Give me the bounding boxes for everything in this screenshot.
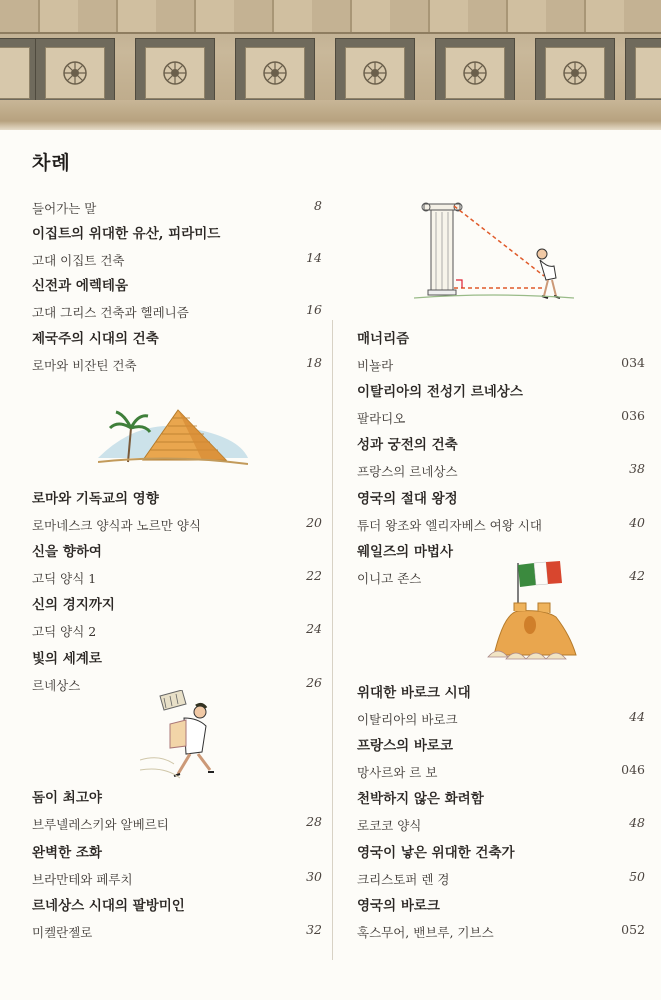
toc-entry-heading: 로마와 기독교의 영향 bbox=[32, 491, 159, 507]
sandcastle-flag-illustration bbox=[484, 555, 584, 665]
toc-entry[interactable] bbox=[32, 331, 322, 375]
toc-entry-subtitle: 고딕 양식 2 bbox=[32, 624, 97, 639]
rosette-icon bbox=[162, 60, 188, 86]
column-divider bbox=[332, 320, 333, 960]
toc-page-number: 44 bbox=[629, 709, 645, 724]
toc-entry-subtitle: 로마네스크 양식과 노르만 양식 bbox=[32, 518, 201, 533]
toc-page-number: 036 bbox=[621, 408, 645, 423]
toc-entry-heading: 돔이 최고야 bbox=[32, 790, 102, 806]
toc-entry-subtitle: 로코코 양식 bbox=[357, 818, 422, 833]
toc-entry-heading: 위대한 바로크 시대 bbox=[357, 685, 471, 701]
toc-entry-subtitle: 고대 이집트 건축 bbox=[32, 253, 125, 268]
toc-page-number: 046 bbox=[621, 762, 645, 777]
toc-page-number: 28 bbox=[306, 814, 322, 829]
rosette-icon bbox=[462, 60, 488, 86]
toc-page-number: 26 bbox=[306, 675, 322, 690]
toc-entry-subtitle: 이니고 존스 bbox=[357, 571, 422, 586]
frieze-panel bbox=[235, 38, 315, 108]
frieze-panel bbox=[0, 38, 40, 108]
rosette-icon bbox=[562, 60, 588, 86]
toc-page-number: 50 bbox=[629, 869, 645, 884]
toc-entry-heading: 매너리즘 bbox=[357, 331, 410, 347]
toc-page-number: 14 bbox=[306, 250, 322, 265]
toc-entry[interactable] bbox=[357, 791, 645, 835]
toc-entry-subtitle: 브라만테와 페루치 bbox=[32, 872, 133, 887]
toc-entry-subtitle: 혹스무어, 밴브루, 기브스 bbox=[357, 925, 494, 940]
toc-entry[interactable] bbox=[32, 651, 322, 695]
toc-page-number: 48 bbox=[629, 815, 645, 830]
toc-entry-subtitle: 망사르와 르 보 bbox=[357, 765, 438, 780]
toc-entry-subtitle: 고대 그리스 건축과 헬레니즘 bbox=[32, 305, 189, 320]
runner-with-temple-illustration bbox=[140, 690, 230, 782]
toc-entry-heading: 빛의 세계로 bbox=[32, 651, 102, 667]
toc-page-number: 38 bbox=[629, 461, 645, 476]
toc-entry-heading: 영국의 바로크 bbox=[357, 898, 440, 914]
toc-entry[interactable] bbox=[32, 597, 322, 641]
toc-entry[interactable] bbox=[357, 685, 645, 729]
toc-entry-subtitle: 르네상스 bbox=[32, 678, 81, 693]
frieze-panel bbox=[35, 38, 115, 108]
toc-entry-heading: 완벽한 조화 bbox=[32, 845, 102, 861]
toc-entry[interactable] bbox=[32, 790, 322, 834]
toc-entry-subtitle: 팔라디오 bbox=[357, 411, 406, 426]
rosette-icon bbox=[62, 60, 88, 86]
toc-entry-subtitle: 이탈리아의 바로크 bbox=[357, 712, 458, 727]
toc-page-number: 22 bbox=[306, 568, 322, 583]
toc-entry[interactable] bbox=[32, 898, 322, 942]
rosette-icon bbox=[262, 60, 288, 86]
toc-entry-subtitle: 브루넬레스키와 알베르티 bbox=[32, 817, 169, 832]
toc-entry[interactable] bbox=[32, 491, 322, 535]
toc-entry[interactable] bbox=[357, 331, 645, 375]
toc-entry-heading: 천박하지 않은 화려함 bbox=[357, 791, 484, 807]
toc-entry-heading: 이탈리아의 전성기 르네상스 bbox=[357, 384, 523, 400]
toc-page-number: 18 bbox=[306, 355, 322, 370]
column-surveyor-illustration bbox=[414, 196, 574, 304]
frieze-panel bbox=[435, 38, 515, 108]
toc-entry-subtitle: 프랑스의 르네상스 bbox=[357, 464, 458, 479]
toc-entry-subtitle: 고딕 양식 1 bbox=[32, 571, 97, 586]
frieze-panel bbox=[135, 38, 215, 108]
toc-page-number: 8 bbox=[314, 198, 322, 213]
frieze-base bbox=[0, 100, 661, 130]
stone-frieze-banner bbox=[0, 0, 661, 130]
toc-entry-subtitle: 미켈란젤로 bbox=[32, 925, 93, 940]
toc-page-number: 30 bbox=[306, 869, 322, 884]
pyramid-palm-illustration bbox=[98, 398, 248, 468]
frieze-panel bbox=[335, 38, 415, 108]
toc-entry-heading: 신을 향하여 bbox=[32, 544, 102, 560]
toc-page-number: 034 bbox=[621, 355, 645, 370]
toc-entry-subtitle: 크리스토퍼 렌 경 bbox=[357, 872, 450, 887]
toc-entry-heading: 웨일즈의 마법사 bbox=[357, 544, 453, 560]
toc-entry-heading: 영국의 절대 왕정 bbox=[357, 491, 458, 507]
toc-entry-subtitle: 로마와 비잔틴 건축 bbox=[32, 358, 137, 373]
toc-page-number: 42 bbox=[629, 568, 645, 583]
toc-entry-heading: 신의 경지까지 bbox=[32, 597, 115, 613]
frieze-ledge bbox=[0, 0, 661, 34]
toc-entry[interactable] bbox=[357, 491, 645, 535]
toc-entry-heading: 성과 궁전의 건축 bbox=[357, 437, 458, 453]
toc-entry[interactable] bbox=[32, 226, 322, 270]
toc-entry[interactable] bbox=[357, 738, 645, 782]
frieze-panel bbox=[535, 38, 615, 108]
toc-page-number: 052 bbox=[621, 922, 645, 937]
toc-page-number: 32 bbox=[306, 922, 322, 937]
toc-title: 차례 bbox=[32, 152, 71, 174]
toc-entry-title: 들어가는 말 bbox=[32, 201, 97, 216]
toc-entry[interactable] bbox=[357, 437, 645, 481]
toc-entry-heading: 영국이 낳은 위대한 건축가 bbox=[357, 845, 515, 861]
frieze-panel bbox=[625, 38, 661, 108]
toc-page-number: 40 bbox=[629, 515, 645, 530]
toc-page-number: 24 bbox=[306, 621, 322, 636]
toc-entry[interactable] bbox=[357, 845, 645, 889]
toc-entry-heading: 제국주의 시대의 건축 bbox=[32, 331, 159, 347]
toc-entry-heading: 이집트의 위대한 유산, 피라미드 bbox=[32, 226, 221, 242]
toc-entry-subtitle: 비뇰라 bbox=[357, 358, 394, 373]
toc-entry[interactable] bbox=[357, 384, 645, 428]
rosette-icon bbox=[362, 60, 388, 86]
toc-entry-subtitle: 튜더 왕조와 엘리자베스 여왕 시대 bbox=[357, 518, 542, 533]
toc-entry[interactable] bbox=[32, 198, 322, 218]
toc-entry-heading: 프랑스의 바로코 bbox=[357, 738, 453, 754]
toc-page-number: 16 bbox=[306, 302, 322, 317]
toc-entry-heading: 르네상스 시대의 팔방미인 bbox=[32, 898, 185, 914]
toc-page-number: 20 bbox=[306, 515, 322, 530]
toc-entry[interactable] bbox=[32, 544, 322, 588]
toc-entry[interactable] bbox=[32, 845, 322, 889]
toc-entry-heading: 신전과 에렉테움 bbox=[32, 278, 128, 294]
toc-entry[interactable] bbox=[32, 278, 322, 322]
toc-entry[interactable] bbox=[357, 898, 645, 942]
